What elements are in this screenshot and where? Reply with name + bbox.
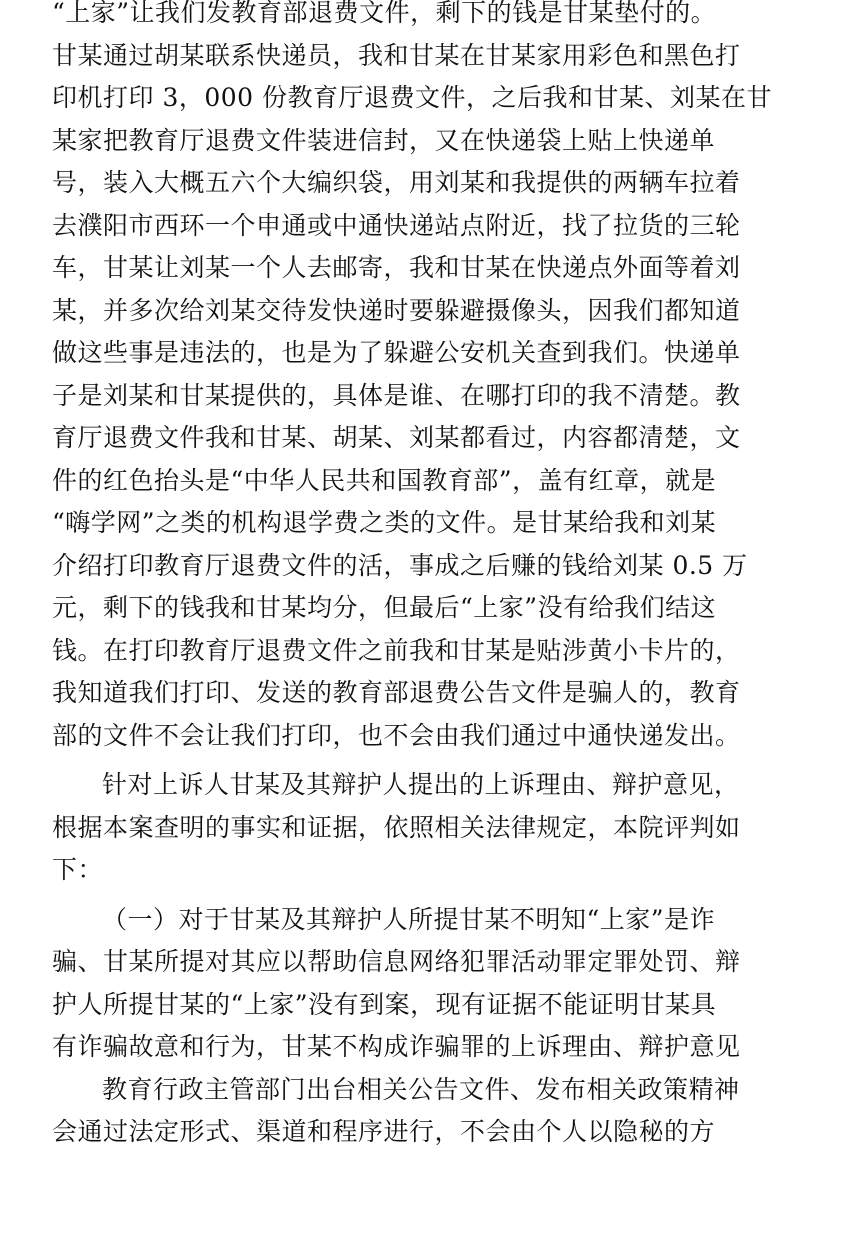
text-line: 某，并多次给刘某交待发快递时要躲避摄像头，因我们都知道 (52, 295, 741, 325)
text-line: 甘某通过胡某联系快递员，我和甘某在甘某家用彩色和黑色打 (52, 40, 741, 70)
text-line: 某家把教育厅退费文件装进信封，又在快递袋上贴上快递单 (52, 125, 716, 155)
testimony-paragraph (52, 0, 797, 757)
text-line: 教育行政主管部门出台相关公告文件、发布相关政策精神 (102, 1074, 740, 1104)
text-line: “嗨学网”之类的机构退学费之类的文件。是甘某给我和刘某 (52, 508, 717, 537)
text-line: 会通过法定形式、渠道和程序进行，不会由个人以隐秘的方 (52, 1117, 716, 1146)
text-line: 印机打印 3，000 份教育厅退费文件，之后我和甘某、刘某在甘 (52, 83, 773, 112)
text-line: 针对上诉人甘某及其辩护人提出的上诉理由、辩护意见， (102, 770, 740, 799)
text-line: “上家”让我们发教育部退费文件，剩下的钱是甘某垫付的。 (52, 0, 717, 27)
text-line: 件的红色抬头是“中华人民共和国教育部”，盖有红章，就是 (52, 465, 717, 495)
text-line: 做这些事是违法的，也是为了躲避公安机关查到我们。快递单 (52, 338, 741, 367)
text-line: 子是刘某和甘某提供的，具体是谁、在哪打印的我不清楚。教 (52, 380, 741, 410)
text-line: 钱。在打印教育厅退费文件之前我和甘某是贴涉黄小卡片的， (52, 635, 741, 665)
text-line: 护人所提甘某的“上家”没有到案，现有证据不能证明甘某具 (52, 989, 717, 1019)
text-line: 元，剩下的钱我和甘某均分，但最后“上家”没有给我们结这 (52, 593, 717, 622)
text-line: 号，装入大概五六个大编织袋，用刘某和我提供的两辆车拉着 (52, 168, 741, 197)
text-line: 我知道我们打印、发送的教育部退费公告文件是骗人的，教育 (52, 678, 741, 707)
text-line: 车，甘某让刘某一个人去邮寄，我和甘某在快递点外面等着刘 (52, 253, 741, 282)
text-line: 部的文件不会让我们打印，也不会由我们通过中通快递发出。 (52, 720, 741, 750)
court-assessment-intro-paragraph (52, 764, 797, 892)
text-line: 去濮阳市西环一个申通或中通快递站点附近，找了拉货的三轮 (52, 210, 741, 240)
text-line: 有诈骗故意和行为，甘某不构成诈骗罪的上诉理由、辩护意见 (52, 1032, 741, 1061)
text-line: 骗、甘某所提对其应以帮助信息网络犯罪活动罪定罪处罚、辩 (52, 947, 741, 976)
text-line: 根据本案查明的事实和证据，依照相关法律规定，本院评判如 (52, 812, 741, 842)
text-line: （一）对于甘某及其辩护人所提甘某不明知“上家”是诈 (102, 904, 716, 934)
point-one-paragraph (52, 899, 797, 1069)
text-line: 介绍打印教育厅退费文件的活，事成之后赚的钱给刘某 0.5 万 (52, 550, 748, 580)
reasoning-paragraph (52, 1069, 797, 1154)
text-line: 下： (52, 855, 104, 884)
text-line: 育厅退费文件我和甘某、胡某、刘某都看过，内容都清楚，文 (52, 423, 741, 452)
document-page (52, 0, 797, 1154)
